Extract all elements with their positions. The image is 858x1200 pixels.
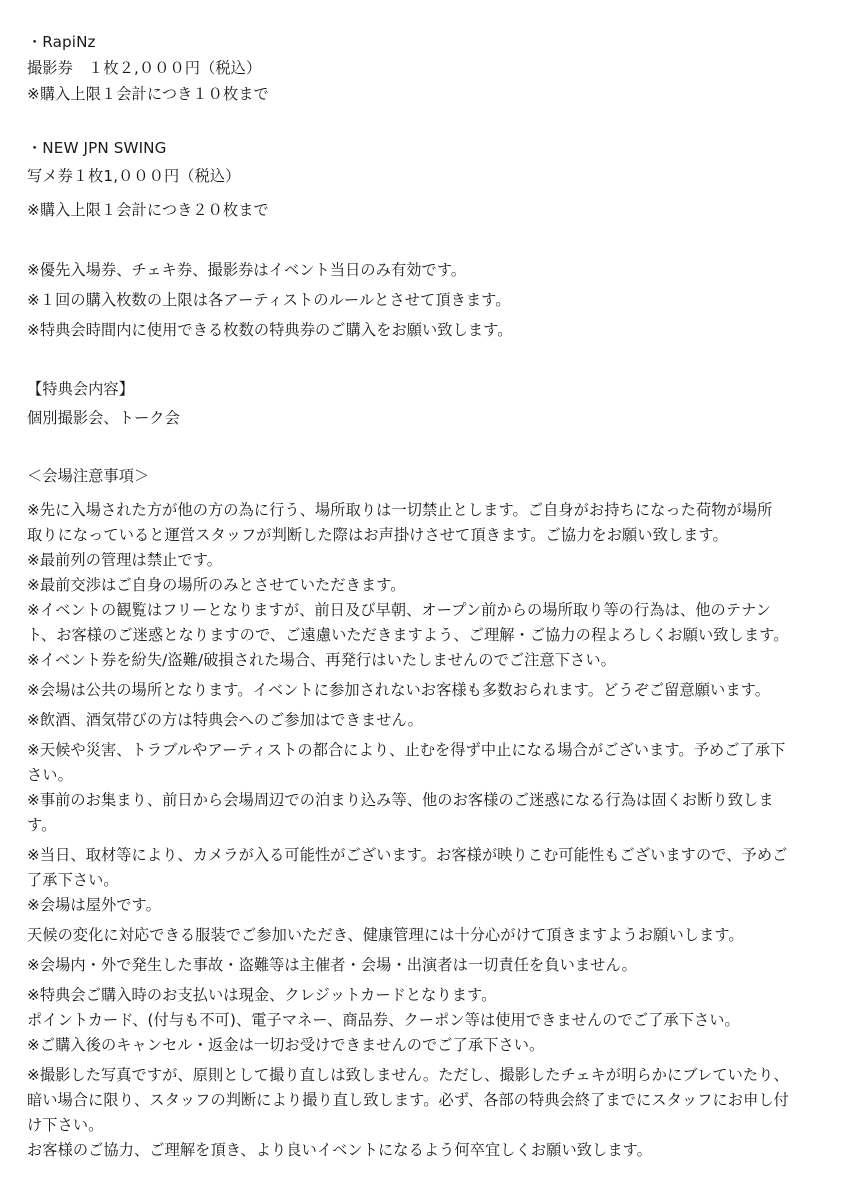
venue-note-line: ※先に入場された方が他の方の為に行う、場所取りは一切禁止とします。ご自身がお持ちになった荷物が場所: [27, 501, 773, 519]
venue-note-line: ポイントカード、(付与も不可)、電子マネー、商品券、クーポン等は使用できませんのでご了承下さい。: [27, 1011, 740, 1029]
venue-note-line: ※天候や災害、トラブルやアーティストの都合により、止むを得ず中止になる場合がございます。予めご了承下: [27, 741, 786, 759]
venue-note-line: ※イベントの観覧はフリーとなりますが、前日及び早朝、オープン前からの場所取り等の行為は、他のテナン: [27, 601, 771, 619]
venue-note-line: ※最前列の管理は禁止です。: [27, 551, 223, 569]
venue-note-line: ※事前のお集まり、前日から会場周辺での泊まり込み等、他のお客様のご迷惑になる行為は固くお断り致しま: [27, 791, 774, 809]
venue-note-line: ※会場内・外で発生した事故・盗難等は主催者・会場・出演者は一切責任を負いません。: [27, 956, 637, 974]
venue-note-line: ※イベント券を紛失/盗難/破損された場合、再発行はいたしませんのでご注意下さい。: [27, 651, 616, 669]
venue-note-line: 暗い場合に限り、スタッフの判断により撮り直し致します。必ず、各部の特典会終了までにスタッフにお申し付: [27, 1091, 789, 1109]
rapinz-photo-ticket: 撮影券 １枚２,０００円（税込）: [27, 59, 262, 77]
venue-note-line: ※当日、取材等により、カメラが入る可能性がございます。お客様が映りこむ可能性もございますので、予めご: [27, 846, 788, 864]
venue-note-line: さい。: [27, 766, 73, 784]
venue-note-line: ト、お客様のご迷惑となりますので、ご遠慮いただきますよう、ご理解・ご協力の程よろしくお願い致します。: [27, 626, 789, 644]
rapinz-purchase-limit: ※購入上限１会計につき１０枚まで: [27, 85, 269, 103]
venue-note-line: け下さい。: [27, 1116, 104, 1134]
venue-note-line: ※飲酒、酒気帯びの方は特典会へのご参加はできません。: [27, 711, 423, 729]
venue-note-line: ※特典会ご購入時のお支払いは現金、クレジットカードとなります。: [27, 986, 497, 1004]
venue-note-line: 了承下さい。: [27, 871, 119, 889]
newjpn-purchase-limit: ※購入上限１会計につき２０枚まで: [27, 201, 269, 219]
section-heading-benefits: 【特典会内容】: [27, 380, 135, 398]
closing-message: お客様のご協力、ご理解を頂き、より良いイベントになるよう何卒宜しくお願い致します。: [27, 1141, 652, 1159]
venue-note-line: ※ご購入後のキャンセル・返金は一切お受けできませんのでご了承下さい。: [27, 1036, 545, 1054]
venue-note-line: ※会場は公共の場所となります。イベントに参加されないお客様も多数おられます。どうぞご留意願います。: [27, 681, 770, 699]
rapinz-heading: ・RapiNz: [27, 33, 96, 51]
notice-line: ※優先入場券、チェキ券、撮影券はイベント当日のみ有効です。: [27, 261, 467, 279]
notice-line: ※１回の購入枚数の上限は各アーティストのルールとさせて頂きます。: [27, 291, 511, 309]
newjpn-heading: ・NEW JPN SWING: [27, 139, 167, 157]
notice-line: ※特典会時間内に使用できる枚数の特典券のご購入をお願い致します。: [27, 321, 513, 339]
newjpn-photo-ticket: 写メ券１枚1,０００円（税込）: [27, 167, 241, 185]
benefits-content: 個別撮影会、トーク会: [27, 409, 180, 427]
venue-note-line: 取りになっていると運営スタッフが判断した際はお声掛けさせて頂きます。ご協力をお願い致します。: [27, 526, 728, 544]
venue-note-line: 天候の変化に対応できる服装でご参加いただき、健康管理には十分心がけて頂きますようお願いします。: [27, 926, 744, 944]
venue-note-line: ※最前交渉はご自身の場所のみとさせていただきます。: [27, 576, 406, 594]
venue-note-line: す。: [27, 816, 57, 834]
section-heading-venue-notes: ＜会場注意事項＞: [27, 467, 150, 485]
venue-note-line: ※会場は屋外です。: [27, 896, 161, 914]
venue-note-line: ※撮影した写真ですが、原則として撮り直しは致しません。ただし、撮影したチェキが明らかにブレていたり、: [27, 1066, 789, 1084]
